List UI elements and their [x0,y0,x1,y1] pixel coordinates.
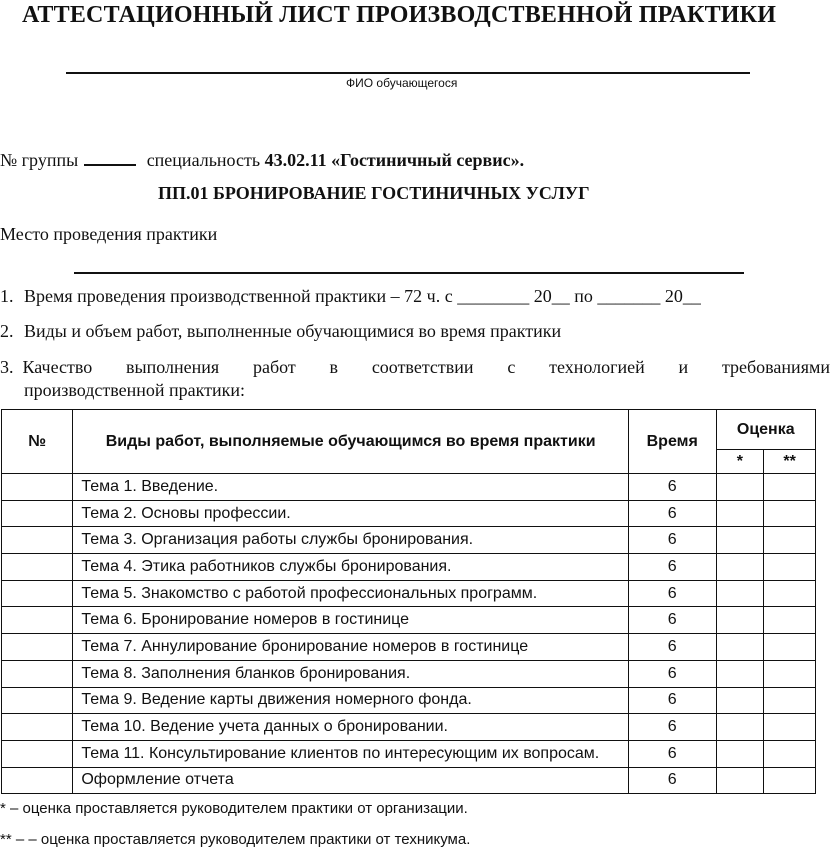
row-num-cell [2,767,73,794]
list-item-3 [0,357,830,401]
row-topic: Тема 2. Основы профессии. [73,500,629,527]
list-word: технологией [549,357,645,377]
list-word: соответствии [371,357,474,377]
row-grade-organization[interactable] [716,500,764,527]
row-grade-organization[interactable] [716,580,764,607]
row-hours: 6 [628,687,716,714]
row-grade-college[interactable] [764,740,816,767]
list-item-2 [0,321,561,342]
row-hours: 6 [628,527,716,554]
row-grade-college[interactable] [764,500,816,527]
footnote-college: ** – – оценка проставляется руководителем практики от техникума. [0,831,471,848]
row-topic: Тема 11. Консультирование клиентов по интересующим их вопросам. [73,740,629,767]
row-grade-college[interactable] [764,580,816,607]
row-num-cell [2,607,73,634]
row-grade-college[interactable] [764,554,816,581]
table-row [2,740,816,767]
footnote-organization: * – оценка проставляется руководителем практики от организации. [0,800,468,817]
row-grade-organization[interactable] [716,634,764,661]
row-topic: Тема 9. Ведение карты движения номерного фонда. [73,687,629,714]
row-grade-college[interactable] [764,474,816,501]
table-row [2,660,816,687]
row-hours: 6 [628,634,716,661]
table-row [2,634,816,661]
list-item-number: 3. Качество [0,357,93,377]
list-word: с [507,357,516,377]
specialty-label: специальность [146,150,261,170]
row-num-cell [2,527,73,554]
row-grade-organization[interactable] [716,660,764,687]
table-row [2,474,816,501]
row-num-cell [2,714,73,741]
row-grade-organization[interactable] [716,740,764,767]
list-item-number: 1. [0,286,14,306]
row-topic: Оформление отчета [73,767,629,794]
row-grade-college[interactable] [764,634,816,661]
table-row [2,607,816,634]
specialty-value: 43.02.11 «Гостиничный сервис». [264,150,525,170]
row-grade-organization[interactable] [716,767,764,794]
group-label: № группы [0,150,79,170]
row-grade-college[interactable] [764,527,816,554]
row-grade-organization[interactable] [716,714,764,741]
list-item-text: Время проведения производственной практики – 72 ч. с ________ 20__ по _______ 20__ [24,286,701,306]
list-item-text: Виды и объем работ, выполненные обучающимися во время практики [24,321,562,341]
row-hours: 6 [628,500,716,527]
row-num-cell [2,740,73,767]
list-word: требованиями [721,357,830,377]
row-topic: Тема 10. Ведение учета данных о бронировании. [73,714,629,741]
row-topic: Тема 8. Заполнения бланков бронирования. [73,660,629,687]
table-row [2,554,816,581]
work-table [1,409,816,794]
row-topic: Тема 6. Бронирование номеров в гостинице [73,607,629,634]
table-row [2,500,816,527]
list-word: в [329,357,339,377]
row-grade-organization[interactable] [716,687,764,714]
row-num-cell [2,634,73,661]
table-row [2,767,816,794]
row-num-cell [2,554,73,581]
row-hours: 6 [628,714,716,741]
row-hours: 6 [628,580,716,607]
row-topic: Тема 7. Аннулирование бронирование номеров в гостинице [73,634,629,661]
name-caption: ФИО обучающегося [346,76,458,90]
row-topic: Тема 5. Знакомство с работой профессиональных программ. [73,580,629,607]
list-word: и [678,357,689,377]
row-num-cell [2,687,73,714]
row-topic: Тема 1. Введение. [73,474,629,501]
row-grade-organization[interactable] [716,527,764,554]
row-grade-college[interactable] [764,714,816,741]
group-specialty-line [0,150,524,171]
table-row [2,714,816,741]
place-blank-line [74,272,744,274]
row-grade-college[interactable] [764,660,816,687]
header-time: Время [628,410,716,474]
row-grade-organization[interactable] [716,554,764,581]
row-grade-organization[interactable] [716,607,764,634]
name-blank-line [66,72,750,74]
row-grade-college[interactable] [764,767,816,794]
row-hours: 6 [628,660,716,687]
header-grade-organization: * [716,450,764,474]
list-item-3-line [0,357,830,378]
row-grade-college[interactable] [764,607,816,634]
group-blank [84,150,136,166]
table-row [2,580,816,607]
header-grade-college: ** [764,450,816,474]
header-num: № [2,410,73,474]
table-row [2,687,816,714]
row-hours: 6 [628,554,716,581]
row-topic: Тема 4. Этика работников службы бронирования. [73,554,629,581]
row-hours: 6 [628,474,716,501]
list-item-1 [0,286,701,307]
module-title: ПП.01 БРОНИРОВАНИЕ ГОСТИНИЧНЫХ УСЛУГ [158,183,590,203]
table-row [2,527,816,554]
row-num-cell [2,580,73,607]
list-word: работ [252,357,296,377]
row-num-cell [2,660,73,687]
list-word: выполнения [126,357,220,377]
row-grade-organization[interactable] [716,474,764,501]
document-title: АТТЕСТАЦИОННЫЙ ЛИСТ ПРОИЗВОДСТВЕННОЙ ПРАКТИКИ [22,2,777,28]
list-item-number: 2. [0,321,14,341]
row-topic: Тема 3. Организация работы службы бронирования. [73,527,629,554]
header-grade: Оценка [716,410,816,450]
row-hours: 6 [628,767,716,794]
list-item-3-continuation: производственной практики: [24,380,246,400]
row-hours: 6 [628,740,716,767]
place-label: Место проведения практики [0,224,218,244]
row-grade-college[interactable] [764,687,816,714]
header-work: Виды работ, выполняемые обучающимся во время практики [73,410,629,474]
row-hours: 6 [628,607,716,634]
row-num-cell [2,500,73,527]
row-num-cell [2,474,73,501]
